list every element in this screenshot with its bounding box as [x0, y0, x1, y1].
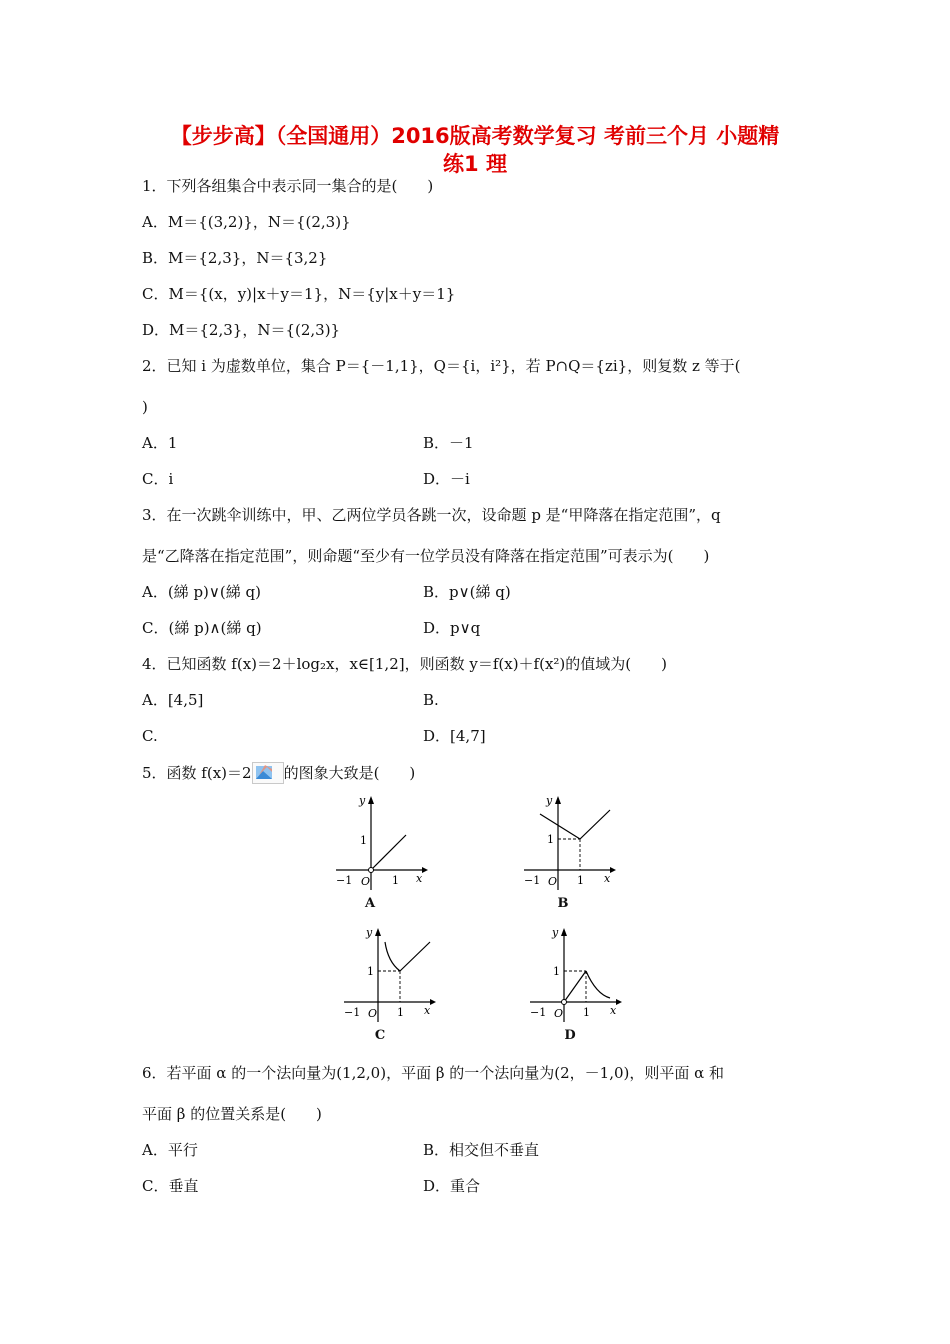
q6-option-a: A．平行 [142, 1141, 198, 1159]
graph-c [338, 924, 438, 1024]
broken-image-icon [252, 762, 284, 784]
graph-a-origin-label: O [361, 875, 371, 888]
graph-c-one-y-tick: 1 [367, 965, 374, 978]
q2-option-c: C．i [142, 470, 174, 488]
q4-option-c: C. [142, 727, 158, 745]
q3-stem: 3．在一次跳伞训练中，甲、乙两位学员各跳一次，设命题 p 是“甲降落在指定范围”，q [142, 506, 721, 524]
graph-a-curve [371, 835, 406, 870]
q3-option-b: B．p∨(綈 q) [423, 583, 511, 601]
q6-stem-continued: 平面 β 的位置关系是( ) [142, 1105, 322, 1123]
q1-option-c: C．M＝{(x，y)|x＋y＝1}，N＝{y|x＋y＝1} [142, 285, 456, 303]
graph-d-curve-left [564, 971, 586, 1002]
graph-a-one-x-tick: 1 [392, 874, 399, 887]
graph-c-y-label: y [366, 926, 373, 939]
q4-option-a: A．[4,5] [142, 691, 204, 709]
graph-d-origin-label: O [554, 1007, 564, 1020]
graph-c-origin-label: O [368, 1007, 378, 1020]
graph-d-one-x-tick: 1 [583, 1006, 590, 1019]
graph-d-x-label: x [610, 1004, 617, 1017]
graph-d-curve-right [586, 971, 610, 998]
q2-option-b: B．－1 [423, 434, 474, 452]
q6-option-d: D．重合 [423, 1177, 481, 1195]
graph-d-open-point [562, 1000, 567, 1005]
document-title-line1: 【步步高】（全国通用）2016版高考数学复习 考前三个月 小题精 [170, 124, 780, 148]
graph-a-x-label: x [416, 872, 423, 885]
document-title-line2: 练1 理 [443, 152, 507, 176]
graph-c-neg-one-tick: −1 [344, 1006, 361, 1019]
q4-option-d: D．[4,7] [423, 727, 486, 745]
graph-c-curve-right [400, 942, 430, 971]
graph-b-neg-one-tick: −1 [524, 874, 541, 887]
q4-stem: 4．已知函数 f(x)＝2＋log₂x，x∈[1,2]，则函数 y＝f(x)＋f(x²)的值域为( ) [142, 655, 667, 673]
graph-b-y-label: y [546, 794, 553, 807]
graph-b-origin-label: O [548, 875, 558, 888]
graph-c-x-label: x [424, 1004, 431, 1017]
q6-option-c: C．垂直 [142, 1177, 199, 1195]
q4-option-b: B. [423, 691, 439, 709]
q3-option-d: D．p∨q [423, 619, 481, 637]
q5-stem-prefix: 5．函数 f(x)＝2 [142, 764, 252, 782]
graph-b-one-x-tick: 1 [577, 874, 584, 887]
graph-a-y-label: y [359, 794, 366, 807]
q5-stem-suffix: 的图象大致是( ) [283, 764, 416, 782]
graph-a-one-y-tick: 1 [360, 834, 367, 847]
q2-stem-continued: ) [142, 398, 148, 416]
graph-a [330, 792, 430, 892]
q1-option-a: A．M＝{(3,2)}，N＝{(2,3)} [142, 213, 351, 231]
q1-stem: 1．下列各组集合中表示同一集合的是( ) [142, 177, 434, 195]
graph-b-label: B [557, 896, 569, 911]
graph-d [524, 924, 624, 1024]
graph-c-curve-left [385, 942, 400, 971]
q2-option-a: A．1 [142, 434, 178, 452]
q6-stem: 6．若平面 α 的一个法向量为(1,2,0)，平面 β 的一个法向量为(2，－1,0)，则平面 α 和 [142, 1064, 725, 1082]
q2-stem: 2．已知 i 为虚数单位，集合 P＝{－1,1}，Q＝{i，i²}，若 P∩Q＝{zi}，则复数 z 等于( [142, 357, 741, 375]
q5-stem [142, 762, 415, 784]
q3-option-c: C．(綈 p)∧(綈 q) [142, 619, 262, 637]
q3-option-a: A．(綈 p)∨(綈 q) [142, 583, 261, 601]
q1-option-d: D．M＝{2,3}，N＝{(2,3)} [142, 321, 341, 339]
graph-d-neg-one-tick: −1 [530, 1006, 547, 1019]
graph-c-one-x-tick: 1 [397, 1006, 404, 1019]
graph-c-label: C [374, 1028, 386, 1043]
graph-b-x-label: x [604, 872, 611, 885]
graph-a-label: A [364, 896, 376, 911]
graph-a-open-point [369, 868, 374, 873]
q2-option-d: D．－i [423, 470, 470, 488]
q3-stem-continued: 是“乙降落在指定范围”，则命题“至少有一位学员没有降落在指定范围”可表示为( ) [142, 547, 710, 565]
q1-option-b: B．M＝{2,3}，N＝{3,2} [142, 249, 328, 267]
q6-option-b: B．相交但不垂直 [423, 1141, 540, 1159]
graph-a-neg-one-tick: −1 [336, 874, 353, 887]
graph-d-label: D [564, 1028, 576, 1043]
graph-d-y-label: y [552, 926, 559, 939]
graph-b [518, 792, 618, 892]
graph-b-one-y-tick: 1 [547, 833, 554, 846]
graph-d-one-y-tick: 1 [553, 965, 560, 978]
